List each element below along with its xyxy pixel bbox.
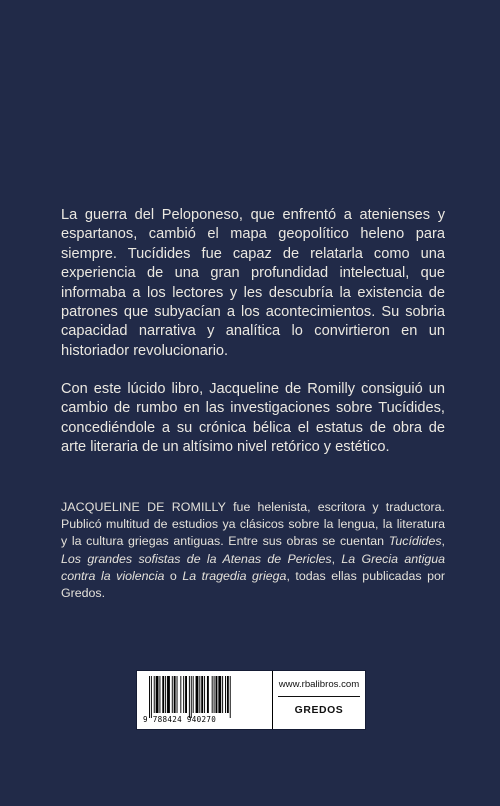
book-title: Los grandes sofistas de la Atenas de Pericles	[61, 551, 332, 566]
isbn-barcode	[145, 676, 259, 718]
barcode-bar	[174, 676, 176, 713]
author-bio	[61, 499, 445, 602]
barcode-bar	[177, 676, 178, 713]
bio-text: , todas ellas publicadas por Gredos.	[61, 568, 445, 601]
barcode-bar	[180, 676, 181, 713]
barcode-bar	[191, 676, 192, 718]
barcode-bar	[227, 676, 229, 713]
separator: ,	[441, 534, 445, 549]
synopsis-paragraph-2: Con este lúcido libro, Jacqueline de Romilly consiguió un cambio de rumbo en las investigaciones sobre Tucídides, concediéndole a su crónica bélica el estatus de obra de arte literaria de un altísimo nivel retórico y estético.	[61, 380, 445, 455]
barcode-bar	[212, 676, 213, 713]
isbn-number: 9 788424 940270	[143, 715, 217, 724]
barcode-bar	[230, 676, 231, 718]
barcode-bar	[162, 676, 164, 713]
barcode-bar	[214, 676, 215, 713]
barcode-bar	[199, 676, 200, 713]
barcode-bar	[218, 676, 221, 713]
barcode-bar	[151, 676, 152, 718]
publisher-website: www.rbalibros.com	[278, 679, 360, 690]
barcode-bar	[172, 676, 173, 713]
book-title: La tragedia griega	[182, 568, 287, 583]
barcode-bar	[189, 676, 190, 718]
barcode-bar	[216, 676, 218, 713]
barcode-panel	[136, 670, 366, 730]
barcode-bar	[165, 676, 166, 713]
synopsis-paragraph-1: La guerra del Peloponeso, que enfrentó a atenienses y espartanos, cambió el mapa geopolítico heleno para siempre. Tucídides fue capaz de relatarla como una experiencia de una gran profundidad intelectual, que informaba a los lectores y les descubría la existencia de patrones que subyacían a los acontecimientos. Su sobria capacidad narrativa y analítica lo convirtieron en un historiador revolucionario.	[61, 207, 445, 359]
author-name: JACQUELINE DE ROMILLY	[61, 500, 226, 514]
barcode-bar	[201, 676, 203, 713]
book-title: Tucídides	[388, 534, 442, 549]
barcode-bar	[154, 676, 155, 713]
barcode-bar	[196, 676, 199, 713]
separator: o	[164, 568, 183, 583]
barcode-bar	[222, 676, 223, 713]
barcode-bar	[149, 676, 150, 718]
synopsis	[61, 206, 445, 457]
book-title: La Grecia antigua contra la violencia	[61, 551, 445, 583]
barcode-bar	[167, 676, 170, 713]
barcode-bar	[156, 676, 159, 713]
barcode-bar	[185, 676, 187, 713]
barcode-bar	[183, 676, 184, 713]
barcode-bar	[159, 676, 160, 713]
barcode-bar	[193, 676, 194, 713]
barcode-bar	[204, 676, 205, 713]
author-bio-paragraph	[61, 499, 445, 602]
bio-text: fue helenista, escritora y traductora. Publicó multitud de estudios ya clásicos sobre la lengua, la literatura y la cultura griegas antiguas. Entre sus obras se cuentan	[61, 500, 445, 549]
barcode-bar	[225, 676, 226, 713]
barcode-bar	[207, 676, 209, 713]
panel-rule	[278, 696, 360, 697]
publisher-logo: GREDOS	[294, 705, 344, 716]
separator: ,	[331, 551, 342, 566]
